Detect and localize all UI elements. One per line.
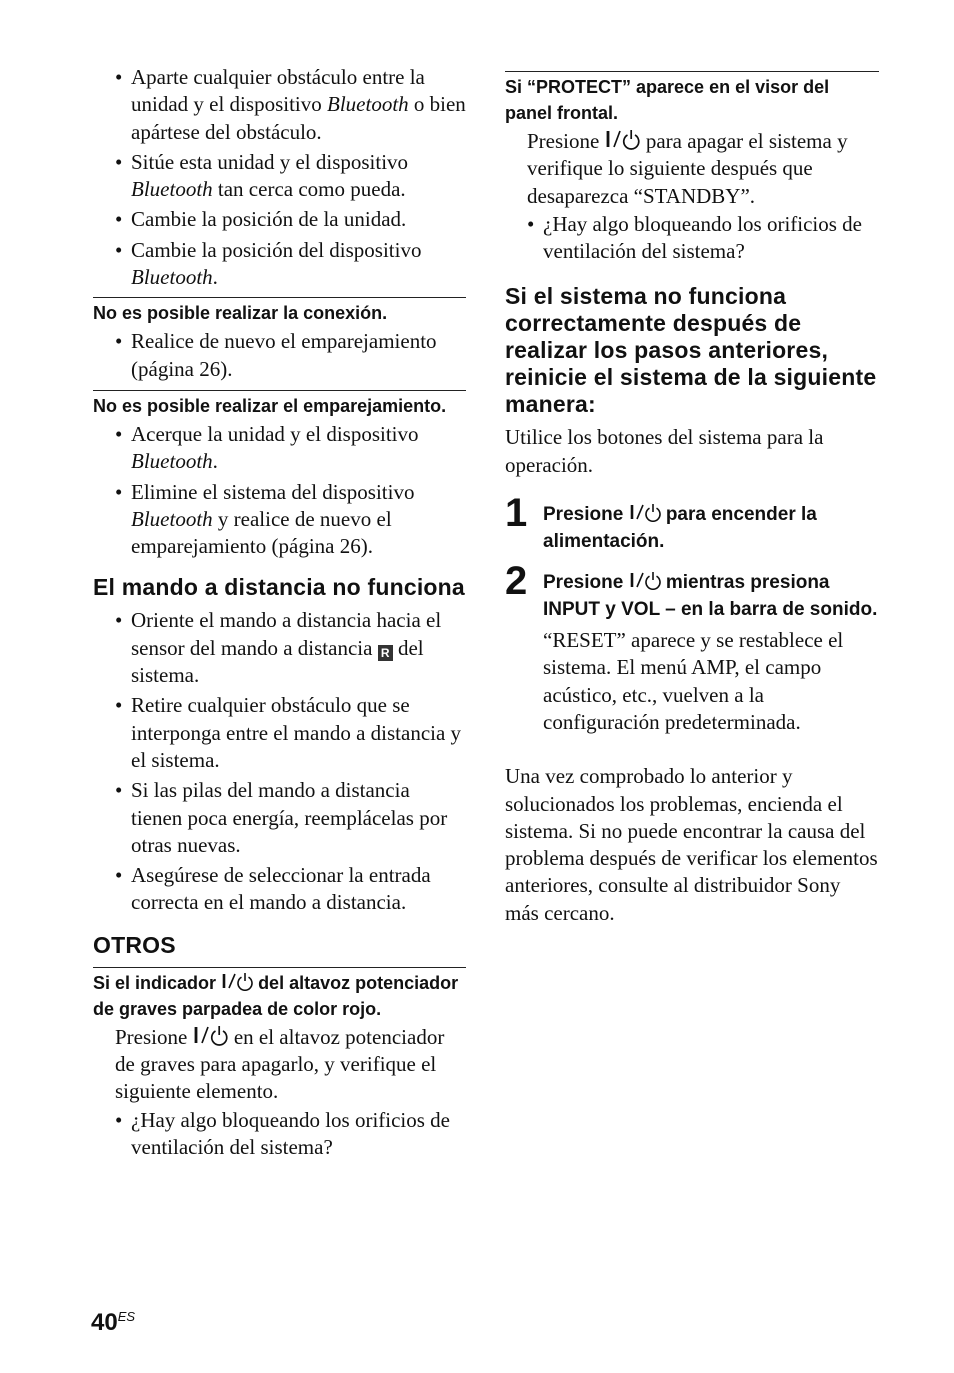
step-2 [505, 559, 879, 736]
pairing-bullet-list [93, 421, 466, 560]
remote-bullet-list [93, 607, 466, 916]
list-item: • Oriente el mando a distancia hacia el sensor del mando a distancia R del sistema. [93, 607, 466, 689]
indicator-bullet-list [93, 1107, 466, 1162]
step-number: 2 [505, 559, 528, 604]
step-detail: “RESET” aparece y se restablece el sistema. El menú AMP, el campo acústico, etc., vuelven a la configuración predeterminada. [543, 628, 844, 734]
list-item: • Sitúe esta unidad y el dispositivo Bluetooth tan cerca como pueda. [93, 149, 466, 204]
right-column [505, 0, 879, 927]
list-item: • Cambie la posición del dispositivo Bluetooth. [93, 237, 466, 292]
connection-bullet-list [93, 328, 466, 383]
power-icon [221, 970, 253, 996]
list-item: • Cambie la posición de la unidad. [93, 206, 466, 233]
list-item: • Acerque la unidad y el dispositivo Bluetooth. [93, 421, 466, 476]
step-number: 1 [505, 491, 528, 536]
step-instruction: Presione mientras presiona INPUT y VOL – en la barra de sonido. [543, 569, 879, 623]
list-item: • Asegúrese de seleccionar la entrada correcta en el mando a distancia. [93, 862, 466, 917]
protect-bullet-list [505, 211, 879, 266]
list-item: • Retire cualquier obstáculo que se interponga entre el mando a distancia y el sistema. [93, 692, 466, 774]
connection-heading: No es posible realizar la conexión. [93, 297, 466, 326]
list-item: • Aparte cualquier obstáculo entre la unidad y el dispositivo Bluetooth o bien apártese del obstáculo. [93, 64, 466, 146]
list-item: • Elimine el sistema del dispositivo Bluetooth y realice de nuevo el emparejamiento (página 26). [93, 479, 466, 561]
pairing-heading: No es posible realizar el emparejamiento. [93, 390, 466, 419]
power-icon [629, 501, 661, 528]
page-number: $40^{ES}$ [91, 1309, 136, 1336]
power-icon [605, 128, 641, 155]
indicator-text: Presione en el altavoz potenciador de graves para apagarlo, y verifique el siguiente elemento. [115, 1024, 445, 1104]
power-icon [629, 569, 661, 596]
list-item: • ¿Hay algo bloqueando los orificios de ventilación del sistema? [505, 211, 879, 266]
reset-section-heading: Si el sistema no funciona correctamente después de realizar los pasos anteriores, reinicie el sistema de la siguiente manera: [505, 283, 877, 418]
left-column [93, 0, 466, 1164]
indicator-heading: Si el indicador del altavoz potenciador de graves parpadea de color rojo. [93, 967, 466, 1022]
power-icon [193, 1024, 229, 1051]
remote-section-heading: El mando a distancia no funciona [93, 574, 465, 601]
step-1 [505, 491, 879, 555]
protect-text: Presione para apagar el sistema y verifique lo siguiente después que desaparezca “STANDBY”. [527, 129, 848, 208]
closing-paragraph: Una vez comprobado lo anterior y solucionados los problemas, encienda el sistema. Si no puede encontrar la causa del problema después de verificar los elementos anteriores, consulte al distribuidor Sony más cercano. [505, 764, 878, 925]
protect-heading: Si “PROTECT” aparece en el visor del panel frontal. [505, 71, 879, 126]
otros-section-heading: OTROS [93, 931, 176, 958]
list-item: • Si las pilas del mando a distancia tienen poca energía, reemplácelas por otras nuevas. [93, 777, 466, 859]
intro-bullet-list [93, 64, 466, 291]
remote-sensor-icon: R [378, 645, 393, 661]
list-item: • ¿Hay algo bloqueando los orificios de ventilación del sistema? [93, 1107, 466, 1162]
list-item: • Realice de nuevo el emparejamiento (página 26). [93, 328, 466, 383]
step-instruction: Presione para encender la alimentación. [543, 501, 879, 555]
reset-intro: Utilice los botones del sistema para la operación. [505, 425, 824, 477]
